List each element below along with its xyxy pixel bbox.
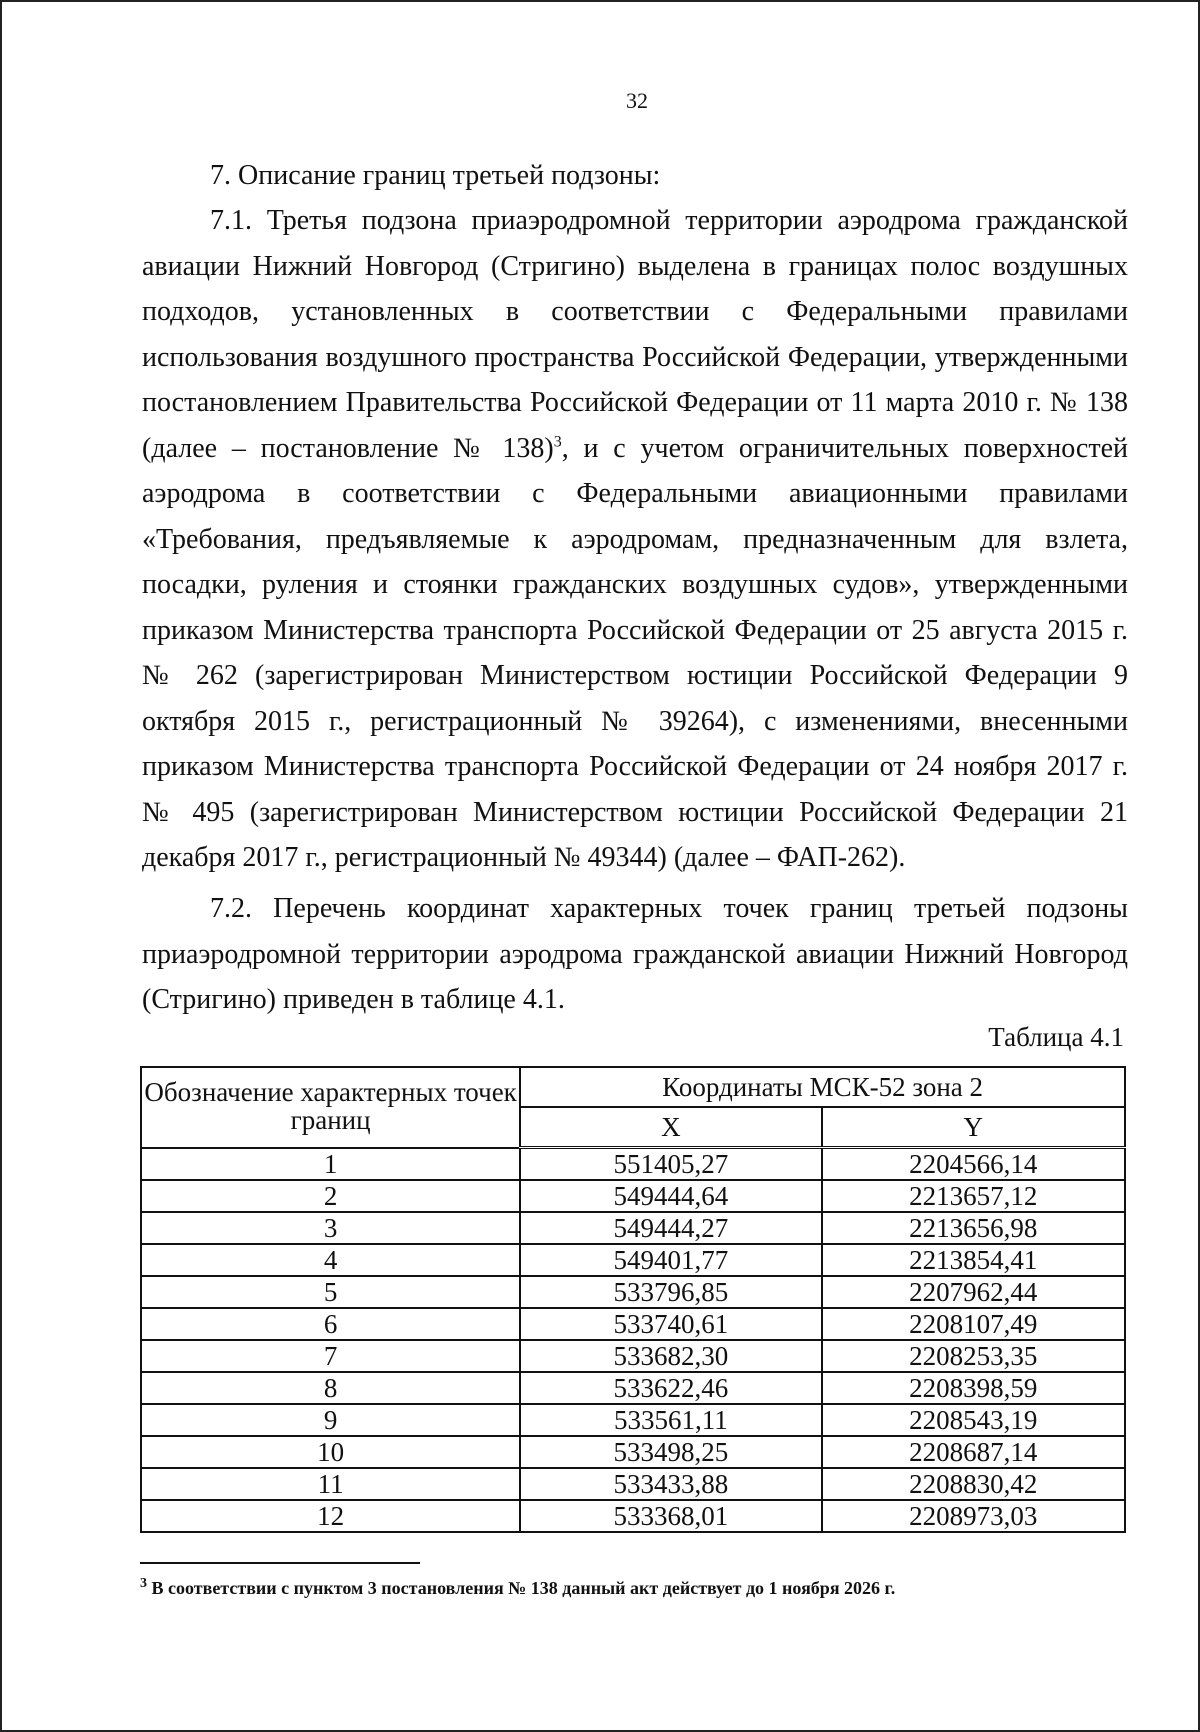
footnote-text: В соответствии с пунктом 3 постановления № 138 данный акт действует до 1 ноября 2026 г. [147, 1578, 896, 1598]
cell-point-number: 11 [141, 1468, 520, 1500]
cell-x: 533368,01 [520, 1500, 821, 1532]
table-row [141, 1180, 1125, 1212]
cell-y: 2208253,35 [822, 1340, 1125, 1372]
table-row [141, 1436, 1125, 1468]
cell-y: 2208543,19 [822, 1404, 1125, 1436]
footnote-marker: 3 [140, 1576, 147, 1591]
paragraph-7-2: 7.2. Перечень координат характерных точек границ третьей подзоны приаэродромной территории аэродрома гражданской авиации Нижний Новгород (Стригино) приведен в таблице 4.1. [142, 893, 1128, 1015]
table-row [141, 1404, 1125, 1436]
cell-point-number: 7 [141, 1340, 520, 1372]
cell-x: 549444,27 [520, 1212, 821, 1244]
cell-y: 2207962,44 [822, 1276, 1125, 1308]
cell-y: 2204566,14 [822, 1148, 1125, 1181]
header-x: X [520, 1107, 821, 1148]
footnote-reference[interactable]: 3 [553, 433, 562, 451]
cell-x: 551405,27 [520, 1148, 821, 1181]
cell-point-number: 1 [141, 1148, 520, 1181]
cell-y: 2208398,59 [822, 1372, 1125, 1404]
cell-y: 2208830,42 [822, 1468, 1125, 1500]
table-row [141, 1244, 1125, 1276]
table-row [141, 1276, 1125, 1308]
paragraph-7-1-text-cont: , и с учетом ограничительных поверхностей аэродрома в соответствии с Федеральными авиационными правилами «Требования, предъявляемые к аэродромам, предназначенным для взлета, посадки, руления и стоянки гражданских воздушных судов», утвержденными приказом Министерства транспорта Российской Федерации от 25 августа 2015 г. № 262 (зарегистрирован Министерством юстиции Российской Федерации 9 октября 2015 г., регистрационный № 39264), с изменениями, внесенными приказом Министерства транспорта Российской Федерации от 24 ноября 2017 г. № 495 (зарегистрирован Министерством юстиции Российской Федерации 21 декабря 2017 г., регистрационный № 49344) (далее – ФАП-262). [142, 432, 1128, 873]
page-number: 32 [626, 88, 648, 113]
table-caption: Таблица 4.1 [988, 1022, 1124, 1052]
cell-y: 2213656,98 [822, 1212, 1125, 1244]
cell-x: 533498,25 [520, 1436, 821, 1468]
header-coordinates: Координаты МСК-52 зона 2 [520, 1067, 1125, 1107]
cell-y: 2208107,49 [822, 1308, 1125, 1340]
table-row [141, 1340, 1125, 1372]
coordinates-table [140, 1066, 1126, 1533]
cell-point-number: 5 [141, 1276, 520, 1308]
cell-x: 533561,11 [520, 1404, 821, 1436]
cell-x: 533796,85 [520, 1276, 821, 1308]
header-points: Обозначение характерных точек границ [141, 1067, 520, 1148]
cell-y: 2213657,12 [822, 1180, 1125, 1212]
cell-x: 533622,46 [520, 1372, 821, 1404]
cell-point-number: 6 [141, 1308, 520, 1340]
cell-x: 549444,64 [520, 1180, 821, 1212]
paragraph-7-1-text: 7.1. Третья подзона приаэродромной территории аэродрома гражданской авиации Нижний Новгород (Стригино) выделена в границах полос воздушных подходов, установленных в соответствии с Федеральными правилами использования воздушного пространства Российской Федерации, утвержденными постановлением Правительства Российской Федерации от 11 марта 2010 г. № 138 (далее – постановление № 138) [142, 205, 1128, 464]
table-row [141, 1308, 1125, 1340]
table-body [141, 1148, 1125, 1533]
table-row [141, 1500, 1125, 1532]
section-title: 7. Описание границ третьей подзоны: [210, 160, 661, 191]
cell-point-number: 8 [141, 1372, 520, 1404]
footnote-divider [140, 1562, 420, 1564]
cell-y: 2208687,14 [822, 1436, 1125, 1468]
cell-x: 533682,30 [520, 1340, 821, 1372]
table-row [141, 1468, 1125, 1500]
cell-x: 533740,61 [520, 1308, 821, 1340]
cell-point-number: 9 [141, 1404, 520, 1436]
footnote [140, 1578, 895, 1599]
cell-point-number: 12 [141, 1500, 520, 1532]
cell-x: 533433,88 [520, 1468, 821, 1500]
paragraph-7-1 [142, 198, 1128, 881]
cell-point-number: 4 [141, 1244, 520, 1276]
header-y: Y [822, 1107, 1125, 1148]
cell-point-number: 10 [141, 1436, 520, 1468]
cell-point-number: 3 [141, 1212, 520, 1244]
cell-y: 2208973,03 [822, 1500, 1125, 1532]
cell-point-number: 2 [141, 1180, 520, 1212]
table-row [141, 1148, 1125, 1181]
cell-y: 2213854,41 [822, 1244, 1125, 1276]
table-row [141, 1372, 1125, 1404]
table-row [141, 1212, 1125, 1244]
cell-x: 549401,77 [520, 1244, 821, 1276]
